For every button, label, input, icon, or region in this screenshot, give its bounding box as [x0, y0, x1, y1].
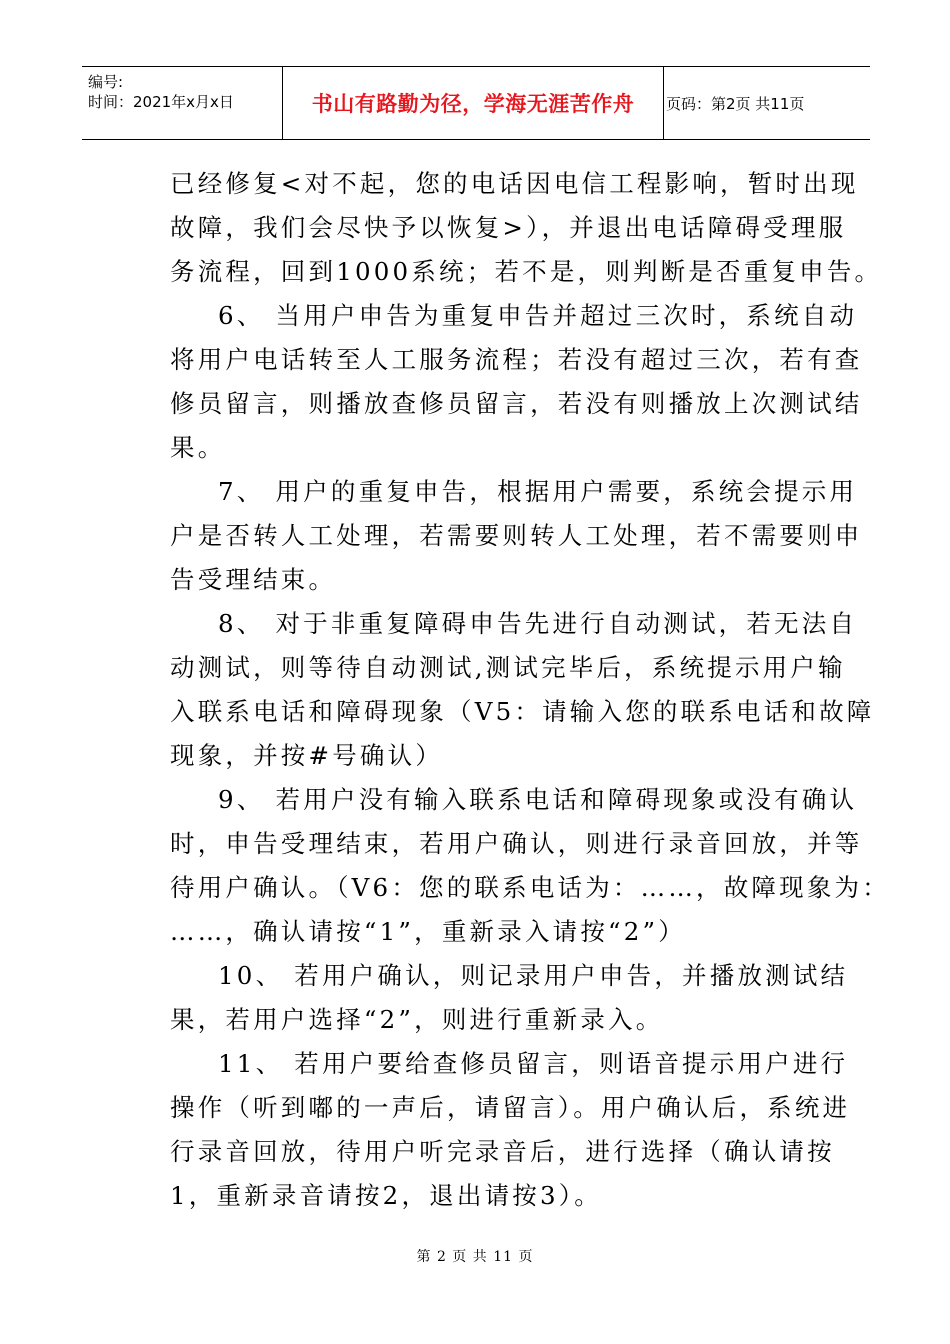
- text-line: 现象，并按#号确认）: [170, 741, 444, 770]
- text-line: 8、 对于非重复障碍申告先进行自动测试，若无法自: [218, 609, 858, 638]
- text-line: 入联系电话和障碍现象（V5：请输入您的联系电话和故障: [170, 697, 875, 726]
- text-line: 果。: [170, 433, 226, 462]
- text-line: 11、 若用户要给查修员留言，则语音提示用户进行: [218, 1049, 849, 1078]
- document-header: [82, 66, 870, 140]
- time-label: 时间：2021年x月x日: [88, 93, 234, 111]
- text-line: 户是否转人工处理，若需要则转人工处理，若不需要则申: [170, 521, 863, 550]
- page-footer: 第 2 页 共 11 页: [416, 1249, 534, 1265]
- text-line: 已经修复<对不起，您的电话因电信工程影响，暂时出现: [170, 169, 859, 198]
- text-line: 时，申告受理结束，若用户确认，则进行录音回放，并等: [170, 829, 863, 858]
- text-line: 1，重新录音请按2，退出请按3）。: [170, 1181, 602, 1210]
- text-line: 动测试，则等待自动测试,测试完毕后，系统提示用户输: [170, 653, 846, 682]
- text-line: 操作（听到嘟的一声后，请留言）。用户确认后，系统进: [170, 1093, 851, 1122]
- header-motto-cell: [282, 67, 664, 139]
- text-line: 行录音回放，待用户听完录音后，进行选择（确认请按: [170, 1137, 835, 1166]
- header-page-info: 页码：第2页 共11页: [666, 94, 805, 113]
- text-line: 果，若用户选择“2”，则进行重新录入。: [170, 1005, 664, 1034]
- header-meta: [82, 67, 282, 139]
- text-line: 7、 用户的重复申告，根据用户需要，系统会提示用: [218, 477, 858, 506]
- text-line: 务流程，回到1000系统；若不是，则判断是否重复申告。: [170, 257, 883, 286]
- number-label: 编号:: [88, 73, 124, 91]
- text-line: 9、 若用户没有输入联系电话和障碍现象或没有确认: [218, 785, 858, 814]
- text-line: 告受理结束。: [170, 565, 337, 594]
- text-line: 10、 若用户确认，则记录用户申告，并播放测试结: [218, 961, 849, 990]
- text-line: 修员留言，则播放查修员留言，若没有则播放上次测试结: [170, 389, 863, 418]
- text-line: 6、 当用户申告为重复申告并超过三次时，系统自动: [218, 301, 858, 330]
- header-motto: 书山有路勤为径，学海无涯苦作舟: [311, 92, 635, 116]
- text-line: 将用户电话转至人工服务流程；若没有超过三次，若有查: [170, 345, 863, 374]
- text-line: 待用户确认。（V6：您的联系电话为：……，故障现象为：: [170, 873, 890, 902]
- text-line: 故障，我们会尽快予以恢复>），并退出电话障碍受理服: [170, 213, 847, 242]
- text-line: ……，确认请按“1”，重新录入请按“2”）: [170, 917, 686, 946]
